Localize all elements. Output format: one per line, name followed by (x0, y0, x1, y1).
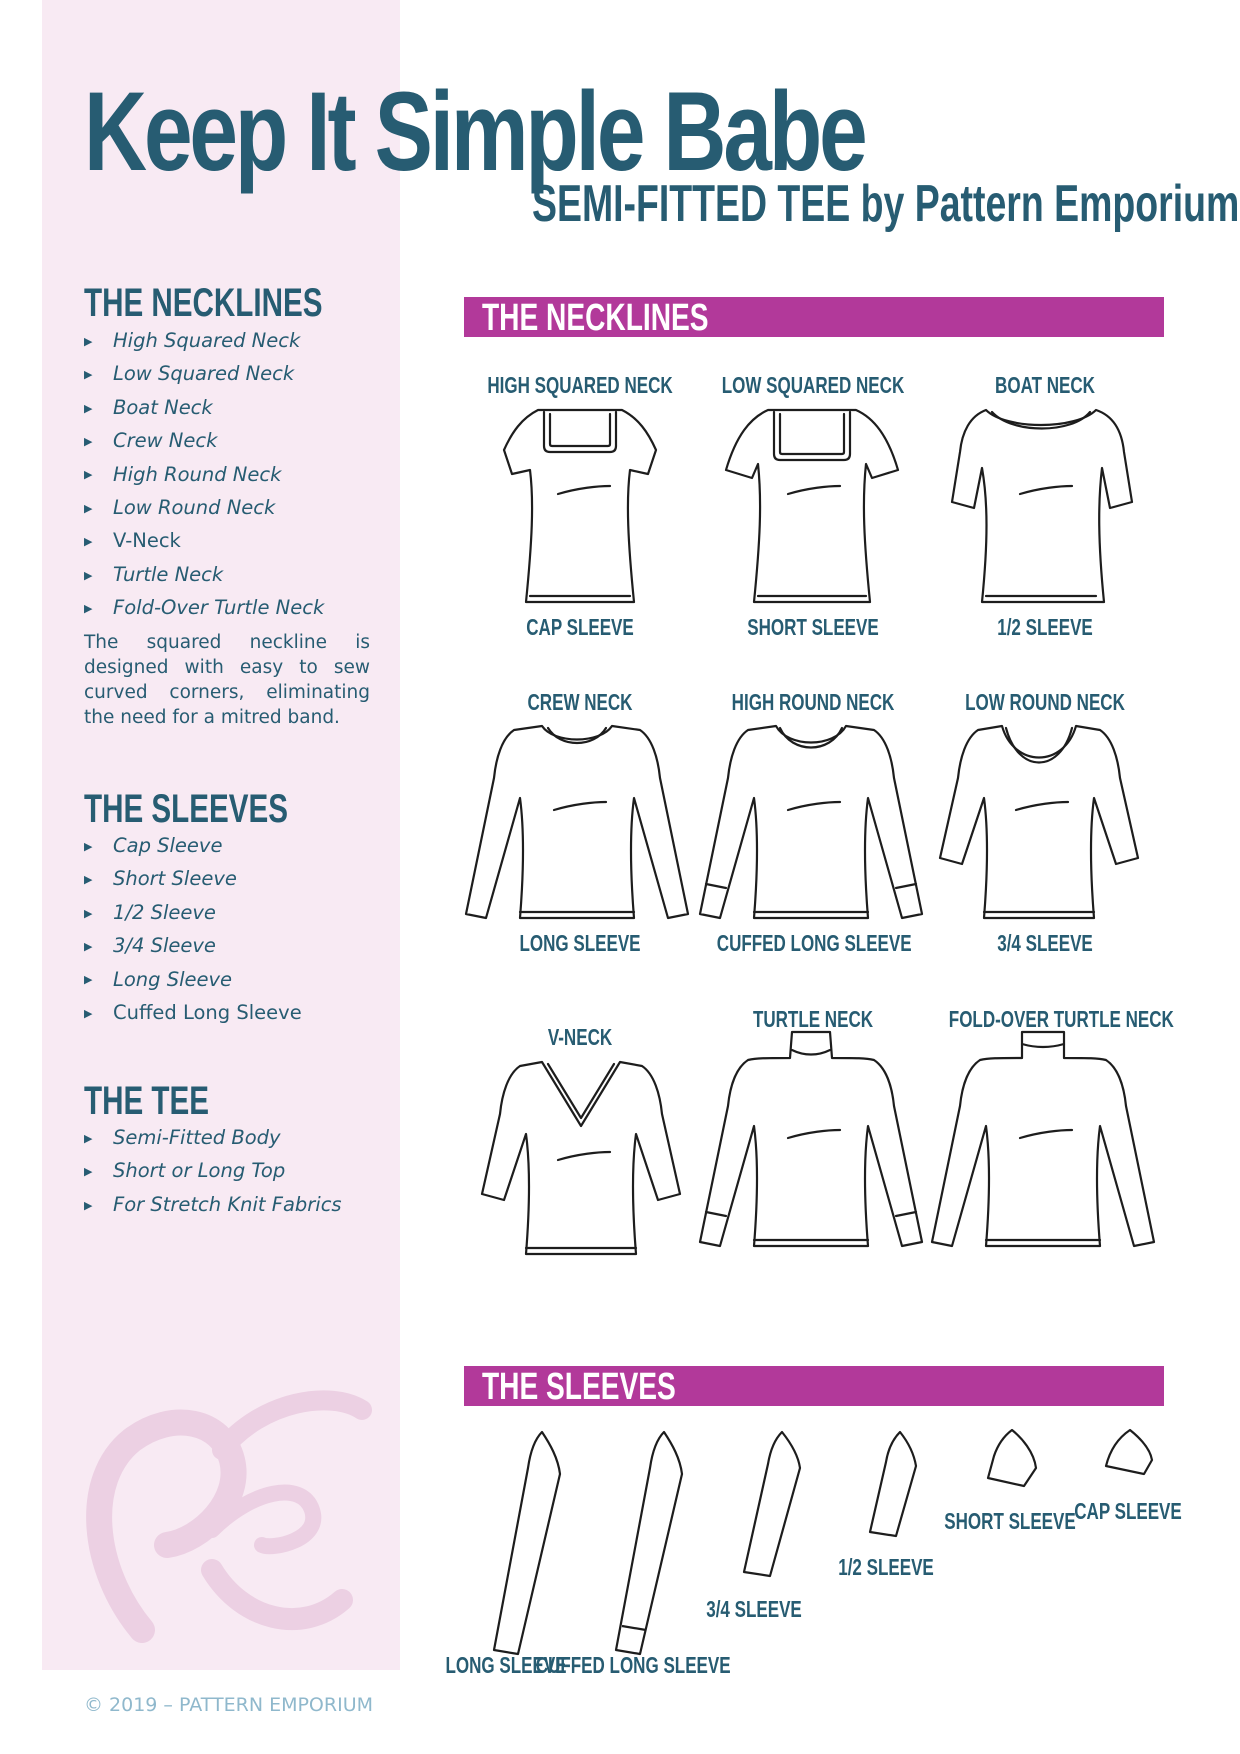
bullet-icon: ▶ (84, 601, 93, 615)
high-squared-neck-cap-sleeve-icon (498, 402, 662, 612)
list-item: ▶ Cap Sleeve (84, 829, 302, 862)
cap-sleeve-pattern-icon (1100, 1426, 1158, 1478)
style-label-cuffed-long-sleeve: CUFFED LONG SLEEVE (716, 930, 912, 956)
cuffed-long-sleeve-pattern-icon (610, 1428, 690, 1656)
list-item: ▶ Cuffed Long Sleeve (84, 996, 302, 1029)
bullet-icon: ▶ (84, 568, 93, 582)
bullet-icon: ▶ (84, 535, 93, 549)
list-item: ▶ Boat Neck (84, 391, 324, 424)
list-item: ▶ Long Sleeve (84, 963, 302, 996)
list-item: ▶ Semi-Fitted Body (84, 1121, 342, 1154)
bullet-icon: ▶ (84, 1165, 93, 1179)
v-neck-three-quarter-sleeve-icon (476, 1054, 686, 1268)
sidebar-sleeves-heading: THE SLEEVES (84, 787, 288, 831)
style-label-low-squared-neck: LOW SQUARED NECK (721, 372, 905, 398)
style-label-long-sleeve: LONG SLEEVE (519, 930, 641, 956)
list-item: ▶ 3/4 Sleeve (84, 929, 302, 962)
style-label-three-quarter-sleeve: 3/4 SLEEVE (997, 930, 1093, 956)
list-item: ▶ Low Round Neck (84, 491, 324, 524)
sleeves-section-heading: THE SLEEVES (482, 1366, 676, 1408)
page-title: Keep It Simple Babe (84, 69, 865, 194)
fold-over-turtle-neck-long-sleeve-icon (928, 1028, 1158, 1260)
list-item: ▶ Low Squared Neck (84, 357, 324, 390)
list-item: ▶ 1/2 Sleeve (84, 896, 302, 929)
style-label-low-round-neck: LOW ROUND NECK (965, 689, 1125, 715)
bullet-icon: ▶ (84, 873, 93, 887)
list-item: ▶ High Round Neck (84, 458, 324, 491)
list-item: ▶ Short or Long Top (84, 1154, 342, 1187)
bullet-icon: ▶ (84, 1198, 93, 1212)
bullet-icon: ▶ (84, 434, 93, 448)
low-round-neck-three-quarter-sleeve-icon (934, 718, 1144, 932)
sleeve-label-cuffed-long-sleeve: CUFFED LONG SLEEVE (535, 1652, 731, 1678)
low-squared-neck-short-sleeve-icon (722, 402, 902, 612)
sleeve-label-short-sleeve: SHORT SLEEVE (944, 1508, 1076, 1534)
list-item: ▶ Turtle Neck (84, 558, 324, 591)
style-label-crew-neck: CREW NECK (527, 689, 633, 715)
bullet-icon: ▶ (84, 1131, 93, 1145)
style-label-high-squared-neck: HIGH SQUARED NECK (487, 372, 673, 398)
bullet-icon: ▶ (84, 334, 93, 348)
sidebar-necklines-list (84, 324, 324, 625)
bullet-icon: ▶ (84, 368, 93, 382)
long-sleeve-pattern-icon (488, 1428, 568, 1656)
list-item: ▶ V-Neck (84, 524, 324, 557)
sidebar-tee-heading: THE TEE (84, 1079, 209, 1123)
style-label-fold-over-turtle-neck: FOLD-OVER TURTLE NECK (948, 1006, 1174, 1032)
list-item: ▶ High Squared Neck (84, 324, 324, 357)
style-label-high-round-neck: HIGH ROUND NECK (731, 689, 895, 715)
bullet-icon: ▶ (84, 501, 93, 515)
sleeve-label-three-quarter-sleeve: 3/4 SLEEVE (706, 1596, 802, 1622)
style-label-half-sleeve: 1/2 SLEEVE (997, 614, 1093, 640)
list-item: ▶ Crew Neck (84, 424, 324, 457)
bullet-icon: ▶ (84, 1006, 93, 1020)
page-subtitle: SEMI-FITTED TEE by Pattern Emporium (532, 175, 1240, 233)
sidebar-tee-list (84, 1121, 342, 1221)
high-round-neck-cuffed-long-sleeve-icon (696, 718, 926, 932)
bullet-icon: ▶ (84, 839, 93, 853)
necklines-section-heading: THE NECKLINES (482, 297, 709, 339)
pattern-emporium-logo-icon (72, 1370, 372, 1650)
bullet-icon: ▶ (84, 468, 93, 482)
style-label-cap-sleeve: CAP SLEEVE (526, 614, 634, 640)
bullet-icon: ▶ (84, 906, 93, 920)
bullet-icon: ▶ (84, 401, 93, 415)
sleeve-label-cap-sleeve: CAP SLEEVE (1074, 1498, 1182, 1524)
necklines-section-band (464, 297, 1164, 337)
bullet-icon: ▶ (84, 973, 93, 987)
crew-neck-long-sleeve-icon (462, 718, 692, 932)
turtle-neck-cuffed-long-sleeve-icon (696, 1028, 926, 1260)
sleeves-section-band (464, 1366, 1164, 1406)
style-label-boat-neck: BOAT NECK (995, 372, 1095, 398)
sleeve-label-half-sleeve: 1/2 SLEEVE (838, 1554, 934, 1580)
list-item: ▶ Fold-Over Turtle Neck (84, 591, 324, 624)
list-item: ▶ For Stretch Knit Fabrics (84, 1188, 342, 1221)
sidebar-sleeves-list (84, 829, 302, 1029)
copyright-text: © 2019 – PATTERN EMPORIUM (84, 1694, 373, 1716)
sidebar-necklines-heading: THE NECKLINES (84, 281, 323, 325)
half-sleeve-pattern-icon (860, 1428, 920, 1540)
sleeve-label-long-sleeve: LONG SLEEVE (445, 1652, 567, 1678)
short-sleeve-pattern-icon (982, 1426, 1042, 1490)
bullet-icon: ▶ (84, 939, 93, 953)
list-item: ▶ Short Sleeve (84, 862, 302, 895)
boat-neck-half-sleeve-icon (946, 402, 1136, 612)
style-label-turtle-neck: TURTLE NECK (752, 1006, 874, 1032)
neckline-note: The squared neckline is designed with easy to sew curved corners, eliminating the need for a mitred band. (84, 632, 370, 728)
style-label-short-sleeve: SHORT SLEEVE (747, 614, 879, 640)
style-label-v-neck: V-NECK (547, 1024, 613, 1050)
